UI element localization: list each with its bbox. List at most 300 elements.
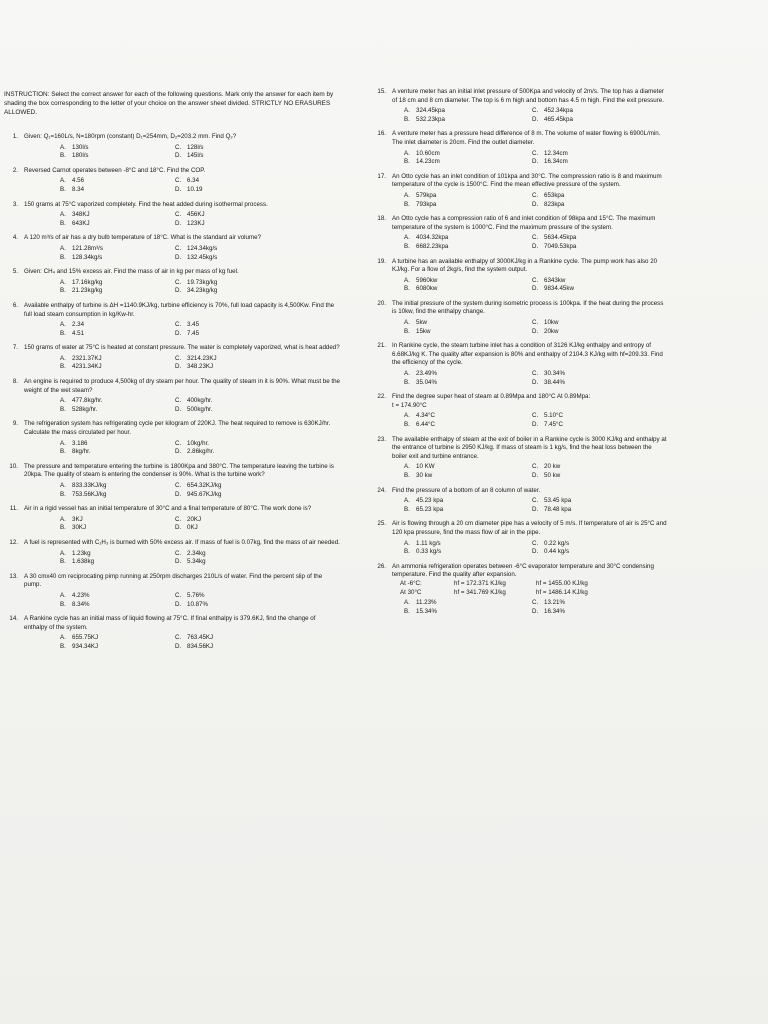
choice-d [175,330,295,339]
answer-choices [60,592,340,609]
choice-value: 8.34% [72,600,90,608]
choice-c [175,355,295,364]
choice-letter: D. [175,253,182,261]
choice-b [404,379,532,388]
choice-a [60,516,175,525]
choice-value: 500kg/hr. [187,405,213,413]
choice-letter: B. [60,558,66,566]
choice-value: 10.60cm [416,149,440,157]
choice-letter: C. [532,497,539,505]
choice-d [175,186,295,195]
choice-value: 4034.32kpa [416,234,449,242]
choice-value: 10.87% [187,600,208,608]
choice-value: 579kpa [416,191,437,199]
question-item [4,268,340,296]
choice-a [404,497,532,506]
choice-a [60,245,175,254]
choice-letter: A. [404,191,410,199]
question-item [372,487,668,515]
choice-letter: C. [532,276,539,284]
question-item [4,167,340,195]
choice-value: 6080kw [416,285,438,293]
choice-letter: A. [404,412,410,420]
choice-letter: C. [175,397,182,405]
choice-d [175,491,295,500]
choice-value: 6682.23kpa [416,242,449,250]
choice-value: 11.23% [416,599,437,607]
question-number: 1. [12,133,18,140]
question-number: 21. [377,342,386,350]
choice-value: 6.44°C [416,421,435,428]
choice-a [404,599,532,608]
choice-letter: B. [60,524,66,532]
choice-d [175,220,295,229]
choice-letter: B. [404,285,410,293]
choice-letter: B. [404,327,410,335]
left-question-list [4,133,340,652]
question-stem [4,539,340,548]
question-item [372,88,668,124]
property-hf: hf = 341.769 KJ/kg [454,588,506,596]
choice-letter: C. [175,177,182,185]
choice-letter: D. [175,152,182,160]
choice-letter: B. [404,471,410,479]
answer-choices [60,397,340,414]
choice-letter: D. [532,607,539,615]
choice-b [404,328,532,337]
choice-value: 5960kw [416,276,438,284]
choice-d [175,254,295,263]
choice-a [60,321,175,330]
answer-choices [60,516,340,533]
choice-c [532,540,652,549]
choice-value: 3KJ [72,515,83,523]
question-number: 6. [12,301,18,309]
choice-d [532,158,652,167]
question-stem [4,201,340,210]
question-text: Air in a rigid vessel has an initial temperature of 30°C and a final temperature of 80°C. The work done is? [24,505,312,513]
choice-letter: D. [532,115,539,123]
choice-letter: C. [175,321,182,329]
choice-c [175,516,295,525]
choice-value: 17.16kg/kg [72,278,103,286]
question-stem [4,268,340,277]
choice-b [404,116,532,125]
question-text: A venture meter has an initial inlet pressure of 500Kpa and velocity of 2m/s. The top has a diameter of 18 cm and 8 cm diameter. The top is 6 m high and bottom has 4.5 m high. Find the exit pressure. [392,88,664,104]
choice-d [532,201,652,210]
choice-value: 3.45 [187,321,200,329]
question-text: Given: Q₁=160L/s, N=180rpm (constant) D₁=254mm, D₂=203.2 mm. Find Q₂? [24,133,237,140]
choice-letter: A. [60,177,66,185]
choice-letter: C. [532,539,539,547]
choice-c [532,463,652,472]
choice-value: 9834.45kw [544,285,574,293]
choice-value: 2.86kg/hr. [187,448,215,456]
choice-value: 180l/s [72,152,89,160]
answer-choices [404,497,668,514]
answer-choices [404,234,668,251]
choice-letter: D. [175,600,182,608]
question-text: An Otto cycle has an inlet condition of 101kpa and 30°C. The compression ratio is 8 and maximum temperature of the cycle is 1500°C. Find the mean effective pressure of the system. [392,172,662,189]
choice-letter: D. [532,327,539,335]
choice-letter: D. [175,642,182,650]
choice-c [532,319,652,328]
choice-b [404,285,532,294]
choice-letter: C. [532,319,539,327]
choice-b [60,643,175,652]
choice-value: 1.11 kg/s [416,539,441,547]
answer-choices [404,319,668,336]
choice-a [404,463,532,472]
property-hf: hf = 172.371 KJ/kg [454,579,506,587]
choice-letter: C. [532,107,539,115]
choice-letter: D. [175,363,182,371]
choice-letter: A. [60,278,66,286]
choice-letter: D. [175,558,182,566]
property-hg: hf = 1455.00 KJ/kg [536,579,588,587]
choice-d [532,379,652,388]
choice-value: 2.34 [72,321,85,329]
choice-value: 8kg/hr. [72,448,91,456]
choice-a [404,107,532,116]
question-item [4,615,340,651]
question-number: 2. [12,166,18,174]
question-text: Reversed Carnot operates between -8°C and 18°C. Find the COP. [24,166,206,174]
choice-letter: B. [60,363,66,371]
choice-c [532,107,652,116]
answer-choices [404,150,668,167]
choice-value: 934.34KJ [72,642,99,650]
choice-c [532,150,652,159]
question-text: A 30 cmx40 cm reciprocating pimp running at 250rpm discharges 210L/s of water. Find the percent slip of the pump. [24,572,323,589]
question-text: The available enthalpy of steam at the exit of boiler in a Rankine cycle is 3000 KJ/kg and enthalpy at the entrance of turbine is 2950 KJ/kg. If mass of steam is 1 kg/s, find the heat loss between the boiler exit and turbine entrance. [392,435,667,460]
choice-value: 132.45kg/s [187,253,218,261]
choice-d [532,506,652,515]
choice-value: 1.638kg [72,558,95,566]
choice-value: 4.51 [72,329,85,337]
question-number: 12. [9,538,18,546]
question-number: 15. [377,88,386,95]
choice-letter: A. [404,599,410,607]
question-item [372,563,668,617]
choice-a [404,277,532,286]
choice-a [60,592,175,601]
question-text: 150 grams at 75°C vaporized completely. Find the heat added during isothermal process. [24,200,268,208]
choice-letter: C. [175,515,182,523]
question-text: The refrigeration system has refrigerating cycle per kilogram of 220KJ. The heat required to remove is 630KJ/hr. Calculate the mass circulated per hour. [24,420,331,437]
question-text: The pressure and temperature entering the turbine is 1800Kpa and 380°C. The temperature leaving the turbine is 20kpa. The quality of steam is entering the condenser is 90%. What is the turbine work? [24,462,334,479]
question-number: 4. [12,234,18,242]
choice-letter: B. [404,115,410,123]
question-stem [4,505,340,514]
choice-d [532,608,652,617]
choice-letter: D. [175,524,182,532]
property-temp: At -6°C: [400,579,422,587]
choice-letter: C. [175,439,182,447]
choice-value: 10kw [544,319,559,327]
choice-letter: A. [60,397,66,405]
question-number: 19. [377,257,386,265]
choice-d [532,328,652,337]
question-item [372,258,668,294]
choice-value: 1.23kg [72,549,91,557]
choice-letter: D. [532,378,539,386]
choice-a [60,634,175,643]
choice-value: 45.23 kpa [416,497,444,505]
choice-letter: B. [60,600,66,608]
question-stem [372,393,668,402]
choice-letter: B. [60,185,66,193]
choice-value: 30 kw [416,471,433,479]
choice-value: 823kpa [544,200,565,208]
choice-value: 7.45°C [544,421,563,428]
choice-d [175,448,295,457]
question-text: The initial pressure of the system during isometric process is 100kpa. If the heat during the process is 10kw, find the enthalpy change. [392,299,664,316]
choice-value: 20kw [544,327,559,335]
choice-value: 753.56KJ/kg [72,490,107,498]
choice-a [60,355,175,364]
question-item [372,215,668,251]
question-number: 14. [9,615,18,623]
choice-value: 7049.53kpa [544,242,577,250]
choice-a [404,319,532,328]
choice-letter: A. [404,234,410,242]
choice-a [404,370,532,379]
choice-value: 10kg/hr. [187,439,210,447]
choice-d [175,524,295,533]
question-number: 17. [377,172,386,180]
question-text: Given: CH₄ and 15% excess air. Find the mass of air in kg per mass of kg fuel. [24,268,239,276]
question-number: 13. [9,572,18,580]
choice-letter: A. [404,149,410,157]
question-text: An Otto cycle has a compression ratio of 6 and inlet condition of 98kpa and 15°C. The maximum temperature of the system is 1000°C. Find the maximum pressure of the system. [392,215,656,231]
question-stem [4,615,340,632]
choice-b [60,524,175,533]
choice-letter: B. [60,287,66,295]
question-item [4,573,340,609]
question-item [372,393,668,429]
choice-a [404,192,532,201]
choice-letter: C. [175,278,182,286]
choice-value: 19.73kg/kg [187,278,218,286]
answer-choices [404,463,668,480]
choice-value: 10 KW [416,463,435,471]
choice-c [175,279,295,288]
property-temp: At 30°C [400,588,422,596]
choice-d [175,152,295,161]
choice-letter: D. [532,471,539,479]
choice-value: 23.49% [416,370,437,378]
choice-value: 655.75KJ [72,634,99,642]
choice-letter: B. [60,642,66,650]
question-item [4,378,340,414]
choice-letter: A. [404,319,410,327]
question-item [372,436,668,481]
choice-b [60,491,175,500]
choice-letter: A. [60,634,66,642]
choice-b [60,558,175,567]
choice-letter: B. [404,421,410,428]
question-item [372,300,668,336]
choice-letter: A. [404,463,410,471]
choice-c [532,277,652,286]
choice-c [532,412,652,421]
choice-c [175,482,295,491]
choice-value: 35.04% [416,378,437,386]
answer-choices [404,192,668,209]
instruction-text: INSTRUCTION: Select the correct answer for each of the following questions. Mark only the answer for each item by shading the box corresponding to the letter of your choice on the answer sheet divided. STRICTLY NO ERASURES ALLOWED. [4,91,334,116]
choice-letter: C. [532,412,539,420]
question-number: 5. [12,268,18,276]
choice-letter: B. [60,219,66,227]
choice-letter: D. [175,329,182,337]
question-number: 20. [377,299,386,307]
question-text: A turbine has an available enthalpy of 3000KJ/kg in a Rankine cycle. The pump work has also 20 KJ/kg. For a flow of 2kg/s, find the system output. [392,257,658,274]
choice-b [60,601,175,610]
choice-letter: C. [175,591,182,599]
question-text: Find the pressure of a bottom of an 8 column of water. [392,486,541,494]
question-item [4,505,340,533]
choice-value: 348KJ [72,211,90,219]
answer-choices [60,550,340,567]
choice-letter: B. [404,242,410,250]
choice-d [175,601,295,610]
choice-value: 12.34cm [544,149,568,157]
choice-letter: A. [404,276,410,284]
choice-letter: A. [60,354,66,362]
choice-d [175,287,295,296]
choice-a [404,412,532,421]
question-number: 24. [377,486,386,494]
choice-value: 0KJ [187,524,198,532]
choice-d [532,548,652,557]
choice-b [404,201,532,210]
answer-choices [404,370,668,387]
answer-choices [404,107,668,124]
choice-value: 532.23kpa [416,115,445,123]
choice-c [175,177,295,186]
question-number: 3. [12,200,18,208]
choice-value: 763.45KJ [187,634,214,642]
choice-letter: C. [175,634,182,642]
choice-c [175,550,295,559]
question-stem [372,173,668,190]
choice-value: 7.45 [187,329,200,337]
choice-value: 3.186 [72,439,88,447]
choice-value: 348.23KJ [187,363,214,371]
choice-value: 4231.34KJ [72,363,102,371]
choice-c [175,144,295,153]
question-number: 7. [12,344,18,352]
choice-letter: A. [60,549,66,557]
choice-a [60,482,175,491]
answer-choices [60,634,340,651]
choice-letter: B. [404,158,410,166]
answer-choices [404,540,668,557]
question-stem [4,302,340,319]
answer-choices [404,277,668,294]
question-text: An ammonia refrigeration operates between -6°C evaporator temperature and 30°C condensing temperature. Find the quality after expansion. [392,562,654,579]
question-text: A venture meter has a pressure head difference of 8 m. The volume of water flowing is 6900L/min. The inlet diameter is 20cm. Find the outlet diameter. [392,130,661,146]
choice-value: 6343kw [544,276,566,284]
choice-a [60,144,175,153]
choice-value: 3214.23KJ [187,354,217,362]
choice-value: 5.34kg [187,558,206,566]
choice-value: 20 kw [544,463,561,471]
question-number: 22. [377,393,386,401]
choice-a [60,550,175,559]
choice-b [404,506,532,515]
choice-b [60,406,175,415]
question-text: In Rankine cycle, the steam turbine inlet has a condition of 3126 KJ/kg enthalpy and entropy of 6.68KJ/kg K. The quality after expansion is 80% and enthalpy of 2104.3 KJ/kg with hf=209.33. Find the efficiency of the cycle. [392,342,663,367]
choice-letter: A. [404,539,410,547]
choice-value: 0.33 kg/s [416,548,442,556]
question-text: Air is flowing through a 20 cm diameter pipe has a velocity of 5 m/s. If temperature of air is 25°C and 120 kpa pressure, find the mass flow of air in the pipe. [392,520,667,536]
choice-value: 653kpa [544,191,565,199]
choice-b [60,186,175,195]
choice-c [175,440,295,449]
property-row [400,589,668,598]
question-number: 8. [12,378,18,386]
choice-letter: A. [60,321,66,329]
question-text: A 120 m³/s of air has a dry bulb temperature of 18°C. What is the standard air volume? [24,234,262,242]
question-item [372,520,668,556]
answer-choices [404,412,668,429]
right-column [372,88,668,622]
question-stem [4,420,340,437]
choice-value: 945.67KJ/kg [187,490,222,498]
question-item [4,344,340,372]
choice-value: 793kpa [416,200,437,208]
choice-letter: D. [175,448,182,456]
choice-b [60,448,175,457]
choice-letter: C. [532,149,539,157]
question-stem [4,463,340,480]
choice-value: 16.34cm [544,158,568,166]
choice-value: 14.23cm [416,158,440,166]
choice-value: 5kw [416,319,428,327]
choice-letter: C. [175,482,182,489]
answer-choices [60,279,340,296]
choice-a [60,397,175,406]
question-number: 16. [377,130,386,138]
choice-value: 15kw [416,327,431,335]
choice-letter: B. [60,448,66,456]
choice-value: 452.34kpa [544,107,573,115]
choice-value: 456KJ [187,211,205,219]
choice-letter: B. [404,548,410,556]
choice-c [532,497,652,506]
choice-value: 5.10°C [544,412,563,420]
choice-value: 5.76% [187,591,205,599]
choice-value: 123KJ [187,219,205,227]
choice-value: 20KJ [187,515,202,523]
right-question-list [372,88,668,616]
choice-letter: C. [175,211,182,219]
choice-value: 477.8kg/hr. [72,397,103,405]
choice-d [175,363,295,372]
answer-choices [60,245,340,262]
property-row [400,580,668,589]
question-stem [4,344,340,353]
choice-letter: C. [532,234,539,242]
question-stem [372,258,668,275]
choice-value: 8.34 [72,185,85,193]
question-item [4,302,340,338]
choice-b [60,363,175,372]
choice-value: 16.34% [544,607,565,615]
choice-value: 34.23kg/kg [187,287,218,295]
